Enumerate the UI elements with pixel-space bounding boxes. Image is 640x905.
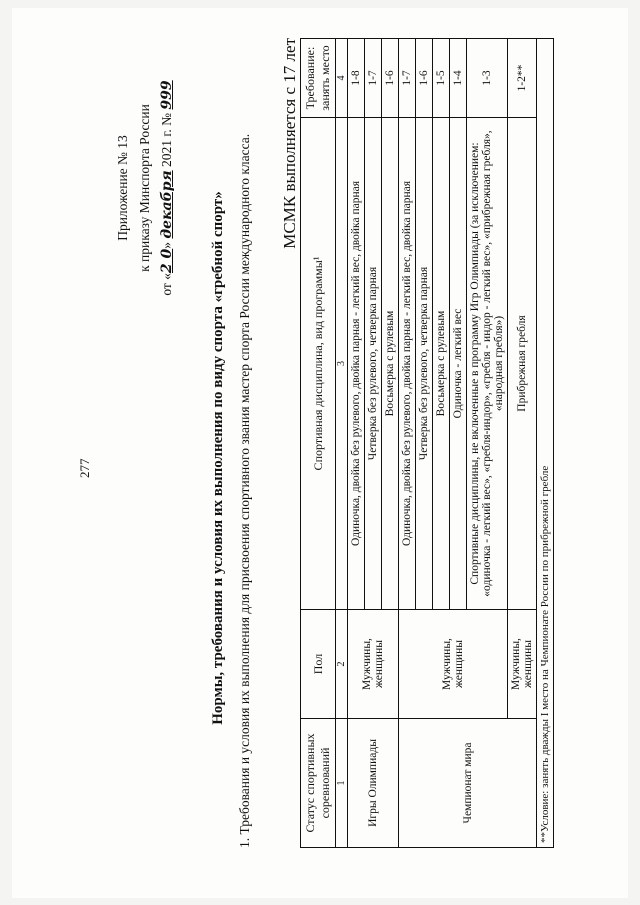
col-number: 3 — [336, 118, 348, 610]
discipline-cell: Восьмерка с рулевым — [433, 118, 450, 610]
place-cell: 1-2** — [508, 39, 537, 118]
status-cell: Чемпионат мира — [399, 719, 537, 848]
footnote: **Условие: занять дважды I место на Чемпионате России по прибрежной гребле — [537, 39, 554, 848]
document-page — [12, 8, 628, 898]
gender-cell: Мужчины, женщины — [508, 610, 537, 719]
date-day: 2 0 — [159, 248, 175, 274]
place-cell: 1-3 — [467, 39, 508, 118]
place-cell: 1-4 — [450, 39, 467, 118]
rotated-content — [42, 18, 640, 898]
appendix-block — [112, 38, 178, 338]
age-note: МСМК выполняется с 17 лет — [280, 38, 299, 249]
date-year: 2021 г. № — [159, 109, 174, 171]
appendix-line-1: Приложение № 13 — [115, 135, 130, 241]
section-subtitle: 1. Требования и условия их выполнения для присвоения спортивного звания мастер спорта России международного класса. — [237, 133, 252, 848]
status-cell: Игры Олимпиады — [348, 719, 399, 848]
place-cell: 1-5 — [433, 39, 450, 118]
header-requirement: Требование: занять место — [301, 39, 336, 118]
order-number: 999 — [159, 80, 175, 110]
date-month: декабря — [159, 170, 175, 239]
header-gender: Пол — [301, 610, 336, 719]
discipline-cell: Одиночка - легкий вес — [450, 118, 467, 610]
col-number: 4 — [336, 39, 348, 118]
header-status: Статус спортивных соревнований — [301, 719, 336, 848]
col-number: 1 — [336, 719, 348, 848]
header-discipline: Спортивная дисциплина, вид программы¹ — [301, 118, 336, 610]
header-row — [301, 39, 336, 848]
table-row — [399, 39, 416, 848]
page-number: 277 — [77, 458, 92, 478]
date-mid: » — [159, 238, 174, 249]
date-prefix: от « — [159, 273, 174, 296]
gender-cell: Мужчины, женщины — [399, 610, 508, 719]
place-cell: 1-8 — [348, 39, 365, 118]
gender-cell: Мужчины, женщины — [348, 610, 399, 719]
discipline-cell: Одиночка, двойка без рулевого, двойка парная - легкий вес, двойка парная — [348, 118, 365, 610]
place-cell: 1-6 — [382, 39, 399, 118]
place-cell: 1-7 — [399, 39, 416, 118]
document-title: Нормы, требования и условия их выполнения по виду спорта «гребной спорт» — [210, 191, 226, 725]
footnote-row — [537, 39, 554, 848]
discipline-cell: Восьмерка с рулевым — [382, 118, 399, 610]
appendix-line-2: к приказу Минспорта России — [137, 104, 152, 272]
place-cell: 1-6 — [416, 39, 433, 118]
place-cell: 1-7 — [365, 39, 382, 118]
discipline-cell: Четверка без рулевого, четверка парная — [365, 118, 382, 610]
discipline-cell: Одиночка, двойка без рулевого, двойка парная - легкий вес, двойка парная — [399, 118, 416, 610]
discipline-cell: Прибрежная гребля — [508, 118, 537, 610]
column-number-row — [336, 39, 348, 848]
col-number: 2 — [336, 610, 348, 719]
requirements-table — [300, 38, 554, 848]
table-row — [348, 39, 365, 848]
discipline-cell: Четверка без рулевого, четверка парная — [416, 118, 433, 610]
appendix-line-3 — [156, 38, 178, 338]
discipline-cell: Спортивные дисциплины, не включенные в программу Игр Олимпиады (за исключением: «одиночка - легкий вес», «гребля-индор», «гребля - индор - легкий вес», «прибрежная гребля», «народная гребля») — [467, 118, 508, 610]
